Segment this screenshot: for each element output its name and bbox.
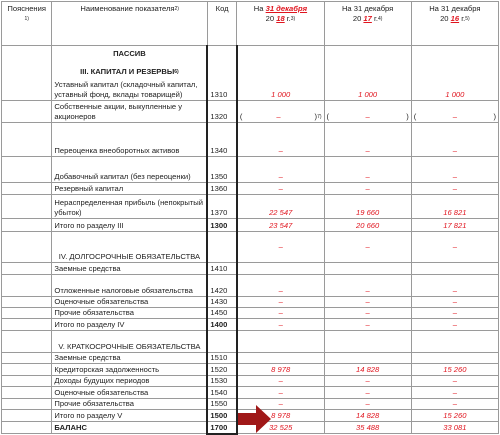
row-1370-v3: 16 821 — [411, 195, 498, 219]
passiv-title: ПАССИВ — [113, 49, 146, 58]
row-1510-v2 — [324, 353, 411, 364]
row-1510-v3 — [411, 353, 498, 364]
header-col-2016: На 31 декабря 20 16 г.$^{5)}$ — [411, 2, 498, 46]
row-1700-code: 1700 — [207, 422, 236, 434]
row-1540-v2: – — [324, 387, 411, 399]
row-1300-name: Итого по разделу III — [52, 219, 208, 232]
row-1430-v1: – — [237, 297, 324, 308]
row-1340-code: 1340 — [207, 123, 236, 157]
row-1400-v3: – — [411, 319, 498, 331]
section-5-header-row — [2, 331, 499, 353]
row-1510-v1 — [237, 353, 324, 364]
row-1400-v1: – — [237, 319, 324, 331]
row-1300-v1: 23 547 — [237, 219, 324, 232]
row-1370-code: 1370 — [207, 195, 236, 219]
row-1310-v1: 1 000 — [237, 46, 324, 101]
row-1550-v3: – — [411, 399, 498, 410]
row-1500-v3: 15 260 — [411, 410, 498, 422]
row-1500-v1: 8 978 — [237, 410, 324, 422]
row-1410 — [2, 263, 499, 275]
row-1410-code: 1410 — [207, 263, 236, 275]
row-1350 — [2, 157, 499, 183]
row-1350-v3: – — [411, 157, 498, 183]
row-1430 — [2, 297, 499, 308]
row-1370-name: Нераспределенная прибыль (непокрытый убыток) — [52, 195, 208, 219]
row-1360-code: 1360 — [207, 183, 236, 195]
row-1400-v2: – — [324, 319, 411, 331]
row-1700-v3: 33 081 — [411, 422, 498, 434]
row-1450-v2: – — [324, 308, 411, 319]
row-1420-name: Отложенные налоговые обязательства — [52, 275, 208, 297]
row-1550-v1: – — [237, 399, 324, 410]
row-1320-v3: ( – ) — [411, 101, 498, 123]
row-1300-v3: 17 821 — [411, 219, 498, 232]
row-1370-v2: 19 660 — [324, 195, 411, 219]
row-1520 — [2, 364, 499, 376]
row-1530-v2: – — [324, 376, 411, 387]
row-1310-v2: 1 000 — [324, 46, 411, 101]
row-1510 — [2, 353, 499, 364]
row-1340-v3: – — [411, 123, 498, 157]
row-1450-code: 1450 — [207, 308, 236, 319]
row-1540-name: Оценочные обязательства — [52, 387, 208, 399]
section-4-title: IV. ДОЛГОСРОЧНЫЕ ОБЯЗАТЕЛЬСТВА — [52, 232, 208, 263]
row-1340 — [2, 123, 499, 157]
header-code: Код — [207, 2, 236, 46]
row-1350-v1: – — [237, 157, 324, 183]
row-1360 — [2, 183, 499, 195]
row-1510-name: Заемные средства — [52, 353, 208, 364]
row-1540-v3: – — [411, 387, 498, 399]
row-1530-code: 1530 — [207, 376, 236, 387]
header-row — [2, 2, 499, 46]
row-1310-code: 1310 — [207, 46, 236, 101]
row-1410-name: Заемные средства — [52, 263, 208, 275]
row-1340-v2: – — [324, 123, 411, 157]
row-1320-name: Собственные акции, выкупленные у акционеров — [52, 101, 208, 123]
row-1430-name: Оценочные обязательства — [52, 297, 208, 308]
row-1310-v3: 1 000 — [411, 46, 498, 101]
row-1360-v3: – — [411, 183, 498, 195]
row-1320-code: 1320 — [207, 101, 236, 123]
row-1320 — [2, 101, 499, 123]
row-1500-code: 1500 — [207, 410, 236, 422]
row-1520-v2: 14 828 — [324, 364, 411, 376]
row-1450-v1: – — [237, 308, 324, 319]
row-1450-name: Прочие обязательства — [52, 308, 208, 319]
row-1530-v1: – — [237, 376, 324, 387]
row-1360-v2: – — [324, 183, 411, 195]
row-1550-code: 1550 — [207, 399, 236, 410]
row-1370-v1: 22 547 — [237, 195, 324, 219]
row-1530-v3: – — [411, 376, 498, 387]
red-arrow-icon — [238, 403, 272, 433]
row-1350-code: 1350 — [207, 157, 236, 183]
row-1430-v3: – — [411, 297, 498, 308]
row-1420-v2: – — [324, 275, 411, 297]
row-1520-name: Кредиторская задолженность — [52, 364, 208, 376]
row-1450 — [2, 308, 499, 319]
header-explanations: Пояснения $^{1)}$ — [2, 2, 52, 46]
row-1540-code: 1540 — [207, 387, 236, 399]
row-1410-v3-upper: – — [411, 232, 498, 263]
section-3-title-cell: ПАССИВ III. КАПИТАЛ И РЕЗЕРВЫ$^{6)}$ Уставный капитал (складочный капитал, уставный фонд, вклады товарищей) — [52, 46, 208, 101]
row-1550-v2: – — [324, 399, 411, 410]
row-1370 — [2, 195, 499, 219]
row-1410-v2-upper: – — [324, 232, 411, 263]
section-4-header-row — [2, 232, 499, 263]
row-1700-name: БАЛАНС — [52, 422, 208, 434]
section-3-header-row — [2, 46, 499, 101]
row-1400-name: Итого по разделу IV — [52, 319, 208, 331]
header-indicator-name: Наименование показателя$^{2)}$ — [52, 2, 208, 46]
row-1310-name: Уставный капитал (складочный капитал, уставный фонд, вклады товарищей) — [54, 80, 198, 99]
row-1340-name: Переоценка внеоборотных активов — [52, 123, 208, 157]
row-1340-v1: – — [237, 123, 324, 157]
row-1530-name: Доходы будущих периодов — [52, 376, 208, 387]
row-1430-code: 1430 — [207, 297, 236, 308]
row-1400-code: 1400 — [207, 319, 236, 331]
row-1360-v1: – — [237, 183, 324, 195]
row-1350-name: Добавочный капитал (без переоценки) — [52, 157, 208, 183]
row-1540 — [2, 387, 499, 399]
row-1530 — [2, 376, 499, 387]
row-1700-v2: 35 488 — [324, 422, 411, 434]
row-1300-total — [2, 219, 499, 232]
row-1520-v1: 8 978 — [237, 364, 324, 376]
row-1420-code: 1420 — [207, 275, 236, 297]
row-1700-v1: 32 525 — [237, 422, 324, 434]
section-5-title: V. КРАТКОСРОЧНЫЕ ОБЯЗАТЕЛЬСТВА — [52, 331, 208, 353]
row-1400-total — [2, 319, 499, 331]
row-1500-name: Итого по разделу V — [52, 410, 208, 422]
row-1300-code: 1300 — [207, 219, 236, 232]
row-1430-v2: – — [324, 297, 411, 308]
row-1500-v2: 14 828 — [324, 410, 411, 422]
row-1420-v1: – — [237, 275, 324, 297]
row-1450-v3: – — [411, 308, 498, 319]
header-col-2017: На 31 декабря 20 17 г.$^{4)}$ — [324, 2, 411, 46]
row-1360-name: Резервный капитал — [52, 183, 208, 195]
row-1510-code: 1510 — [207, 353, 236, 364]
row-1300-v2: 20 660 — [324, 219, 411, 232]
row-1520-v3: 15 260 — [411, 364, 498, 376]
header-col-2018: На 31 декабря 20 18 г.$^{3)}$ — [237, 2, 324, 46]
row-1420 — [2, 275, 499, 297]
balance-sheet-table — [1, 1, 499, 435]
row-1320-v2: ( – ) — [324, 101, 411, 123]
row-1420-v3: – — [411, 275, 498, 297]
row-1410-v1-upper: – — [237, 232, 324, 263]
row-1350-v2: – — [324, 157, 411, 183]
row-1540-v1: – — [237, 387, 324, 399]
section-3-title: III. КАПИТАЛ И РЕЗЕРВЫ — [80, 67, 175, 76]
row-1520-code: 1520 — [207, 364, 236, 376]
row-1320-v1: ( – )$^{7)}$ — [237, 101, 324, 123]
row-1550-name: Прочие обязательства — [52, 399, 208, 410]
